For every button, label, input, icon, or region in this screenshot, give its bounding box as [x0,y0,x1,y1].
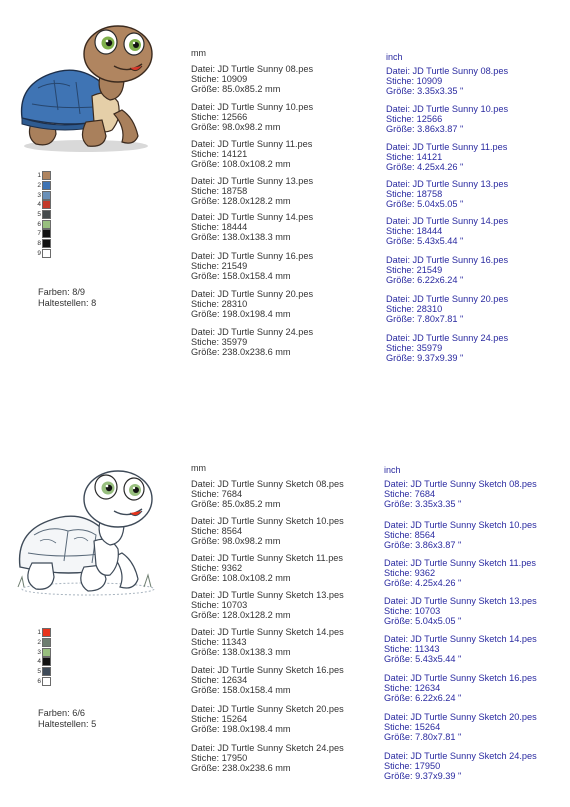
file-name: Datei: JD Turtle Sunny 24.pes [191,327,314,337]
file-name: Datei: JD Turtle Sunny Sketch 20.pes [191,704,344,714]
color-swatch [36,219,51,229]
file-entry [384,479,537,510]
stitch-count: Stiche: 18758 [386,189,443,200]
file-name: Datei: JD Turtle Sunny Sketch 16.pes [191,665,344,675]
swatch-number: 3 [37,191,41,199]
file-name: Datei: JD Turtle Sunny 24.pes [386,333,509,343]
swatch-color-box [42,200,51,209]
stitch-count: Stiche: 14121 [386,152,443,163]
swatch-color-box [42,191,51,200]
color-swatch [36,171,51,181]
design-size: Größe: 238.0x238.6 mm [191,347,291,358]
file-name: Datei: JD Turtle Sunny 13.pes [191,176,314,186]
file-name: Datei: JD Turtle Sunny 11.pes [386,142,508,152]
color-swatch [36,647,51,657]
design-size: Größe: 98.0x98.2 mm [191,122,281,133]
file-entry [386,104,508,135]
design-size: Größe: 108.0x108.2 mm [191,573,291,584]
file-entry [191,743,344,774]
swatch-number: 1 [37,172,41,180]
file-name: Datei: JD Turtle Sunny Sketch 10.pes [191,516,344,526]
colors-count: Farben: 6/6 [38,708,85,718]
design-size: Größe: 7.80x7.81 " [384,732,462,743]
file-name: Datei: JD Turtle Sunny Sketch 24.pes [191,743,344,753]
design-size: Größe: 128.0x128.2 mm [191,196,291,207]
design-size: Größe: 4.25x4.26 " [384,578,462,589]
swatch-color-box [42,171,51,180]
stitch-count: Stiche: 12566 [386,114,443,125]
file-name: Datei: JD Turtle Sunny 16.pes [386,255,509,265]
stitch-count: Stiche: 10909 [191,74,248,85]
swatch-number: 2 [37,639,41,647]
file-entry [191,590,344,621]
stitch-count: Stiche: 18758 [191,186,248,197]
color-swatch [36,229,51,239]
stitch-count: Stiche: 9362 [191,563,243,574]
design-meta [38,287,96,308]
color-swatch [36,181,51,191]
file-entry [191,139,312,170]
file-entry [384,712,537,743]
stitch-count: Stiche: 8564 [191,526,243,537]
swatch-number: 7 [37,230,41,238]
design-meta [38,708,96,729]
design-size: Größe: 3.86x3.87 " [386,124,464,135]
swatch-color-box [42,628,51,637]
design-size: Größe: 5.43x5.44 " [386,236,464,247]
design-size: Größe: 5.04x5.05 " [384,616,462,627]
swatch-color-box [42,239,51,248]
stitch-count: Stiche: 12566 [191,112,248,123]
swatch-number: 4 [37,658,41,666]
swatch-color-box [42,181,51,190]
color-swatch [36,638,51,648]
file-name: Datei: JD Turtle Sunny 20.pes [386,294,509,304]
swatch-color-box [42,220,51,229]
swatch-number: 3 [37,648,41,656]
stitch-count: Stiche: 21549 [191,261,248,272]
swatch-color-box [42,638,51,647]
design-size: Größe: 198.0x198.4 mm [191,309,291,320]
mm-header: mm [191,463,206,473]
swatch-number: 2 [37,182,41,190]
color-swatch-list [36,628,51,686]
design-size: Größe: 128.0x128.2 mm [191,610,291,621]
mm-header: mm [191,48,206,58]
file-name: Datei: JD Turtle Sunny 08.pes [191,64,314,74]
stitch-count: Stiche: 8564 [384,530,436,541]
color-swatch [36,239,51,249]
file-entry [386,142,507,173]
file-entry [191,289,313,320]
design-size: Größe: 7.80x7.81 " [386,314,464,325]
design-size: Größe: 3.86x3.87 " [384,540,462,551]
stitch-count: Stiche: 14121 [191,149,248,160]
design-size: Größe: 108.0x108.2 mm [191,159,291,170]
file-name: Datei: JD Turtle Sunny 11.pes [191,139,313,149]
color-swatch [36,676,51,686]
inch-header: inch [384,465,401,475]
stops-count: Haltestellen: 5 [38,718,97,729]
file-entry [386,179,508,210]
swatch-color-box [42,249,51,258]
file-name: Datei: JD Turtle Sunny Sketch 14.pes [191,627,344,637]
file-name: Datei: JD Turtle Sunny 20.pes [191,289,314,299]
stitch-count: Stiche: 11343 [384,644,440,655]
file-entry [191,479,344,510]
design-sheet-sketch [0,455,570,807]
file-entry [386,255,508,286]
design-size: Größe: 6.22x6.24 " [386,275,464,286]
file-name: Datei: JD Turtle Sunny Sketch 20.pes [384,712,537,722]
swatch-number: 9 [37,249,41,257]
file-entry [191,704,344,735]
cartoon-turtle-blue-shell-icon [14,18,164,153]
swatch-number: 5 [37,211,41,219]
swatch-number: 1 [37,629,41,637]
file-name: Datei: JD Turtle Sunny Sketch 24.pes [384,751,537,761]
design-size: Größe: 158.0x158.4 mm [191,271,291,282]
design-size: Größe: 6.22x6.24 " [384,693,462,704]
stitch-count: Stiche: 9362 [384,568,436,579]
stitch-count: Stiche: 12634 [191,675,248,686]
stitch-count: Stiche: 11343 [191,637,247,648]
color-swatch [36,628,51,638]
color-swatch [36,667,51,677]
file-entry [191,251,313,282]
design-size: Größe: 5.04x5.05 " [386,199,464,210]
stitch-count: Stiche: 7684 [384,489,436,500]
stitch-count: Stiche: 17950 [384,761,441,772]
file-name: Datei: JD Turtle Sunny Sketch 14.pes [384,634,537,644]
file-entry [191,665,344,696]
design-size: Größe: 4.25x4.26 " [386,162,464,173]
file-name: Datei: JD Turtle Sunny 10.pes [386,104,509,114]
file-name: Datei: JD Turtle Sunny Sketch 13.pes [384,596,537,606]
file-name: Datei: JD Turtle Sunny 08.pes [386,66,509,76]
swatch-color-box [42,229,51,238]
stitch-count: Stiche: 17950 [191,753,248,764]
stitch-count: Stiche: 35979 [386,343,443,354]
design-size: Größe: 138.0x138.3 mm [191,647,291,658]
file-entry [191,102,313,133]
stitch-count: Stiche: 18444 [191,222,248,233]
file-name: Datei: JD Turtle Sunny Sketch 13.pes [191,590,344,600]
design-size: Größe: 198.0x198.4 mm [191,724,291,735]
color-swatch [36,210,51,220]
design-size: Größe: 98.0x98.2 mm [191,536,281,547]
file-entry [384,673,537,704]
stitch-count: Stiche: 35979 [191,337,248,348]
design-size: Größe: 138.0x138.3 mm [191,232,291,243]
file-entry [386,216,508,247]
file-name: Datei: JD Turtle Sunny Sketch 10.pes [384,520,537,530]
file-entry [191,64,313,95]
design-sheet-sunny [0,0,570,400]
swatch-number: 5 [37,668,41,676]
swatch-number: 6 [37,677,41,685]
stitch-count: Stiche: 18444 [386,226,443,237]
color-swatch [36,249,51,259]
color-swatch [36,200,51,210]
file-entry [386,333,508,364]
design-size: Größe: 3.35x3.35 " [384,499,462,510]
file-name: Datei: JD Turtle Sunny 14.pes [191,212,314,222]
stitch-count: Stiche: 28310 [191,299,248,310]
file-entry [191,553,343,584]
design-size: Größe: 3.35x3.35 " [386,86,464,97]
design-size: Größe: 85.0x85.2 mm [191,499,281,510]
color-swatch [36,657,51,667]
file-entry [191,327,313,358]
file-name: Datei: JD Turtle Sunny 14.pes [386,216,509,226]
design-size: Größe: 9.37x9.39 " [386,353,464,364]
colors-count: Farben: 8/9 [38,287,85,297]
stitch-count: Stiche: 10703 [191,600,248,611]
stitch-count: Stiche: 21549 [386,265,443,276]
file-entry [384,558,536,589]
file-entry [386,294,508,325]
stitch-count: Stiche: 15264 [384,722,441,733]
swatch-color-box [42,648,51,657]
file-name: Datei: JD Turtle Sunny 16.pes [191,251,314,261]
file-name: Datei: JD Turtle Sunny Sketch 08.pes [191,479,344,489]
file-entry [384,596,537,627]
file-entry [384,634,537,665]
swatch-color-box [42,677,51,686]
design-size: Größe: 85.0x85.2 mm [191,84,281,95]
stops-count: Haltestellen: 8 [38,297,97,308]
file-entry [191,627,344,658]
file-name: Datei: JD Turtle Sunny Sketch 11.pes [384,558,537,568]
inch-header: inch [386,52,403,62]
design-size: Größe: 238.0x238.6 mm [191,763,291,774]
file-name: Datei: JD Turtle Sunny Sketch 11.pes [191,553,344,563]
stitch-count: Stiche: 10909 [386,76,443,87]
color-swatch [36,190,51,200]
stitch-count: Stiche: 12634 [384,683,441,694]
file-name: Datei: JD Turtle Sunny Sketch 08.pes [384,479,537,489]
swatch-number: 4 [37,201,41,209]
color-swatch-list [36,171,51,258]
file-entry [384,751,537,782]
file-name: Datei: JD Turtle Sunny Sketch 16.pes [384,673,537,683]
design-size: Größe: 158.0x158.4 mm [191,685,291,696]
swatch-number: 8 [37,240,41,248]
swatch-color-box [42,667,51,676]
file-name: Datei: JD Turtle Sunny 10.pes [191,102,314,112]
file-entry [386,66,508,97]
design-size: Größe: 5.43x5.44 " [384,654,462,665]
file-entry [191,176,313,207]
stitch-count: Stiche: 10703 [384,606,441,617]
stitch-count: Stiche: 28310 [386,304,443,315]
file-name: Datei: JD Turtle Sunny 13.pes [386,179,509,189]
stitch-count: Stiche: 7684 [191,489,243,500]
swatch-color-box [42,657,51,666]
swatch-number: 6 [37,220,41,228]
file-entry [191,516,344,547]
file-entry [191,212,313,243]
design-size: Größe: 9.37x9.39 " [384,771,462,782]
sketch-turtle-outline-icon [14,463,164,598]
stitch-count: Stiche: 15264 [191,714,248,725]
file-entry [384,520,537,551]
swatch-color-box [42,210,51,219]
